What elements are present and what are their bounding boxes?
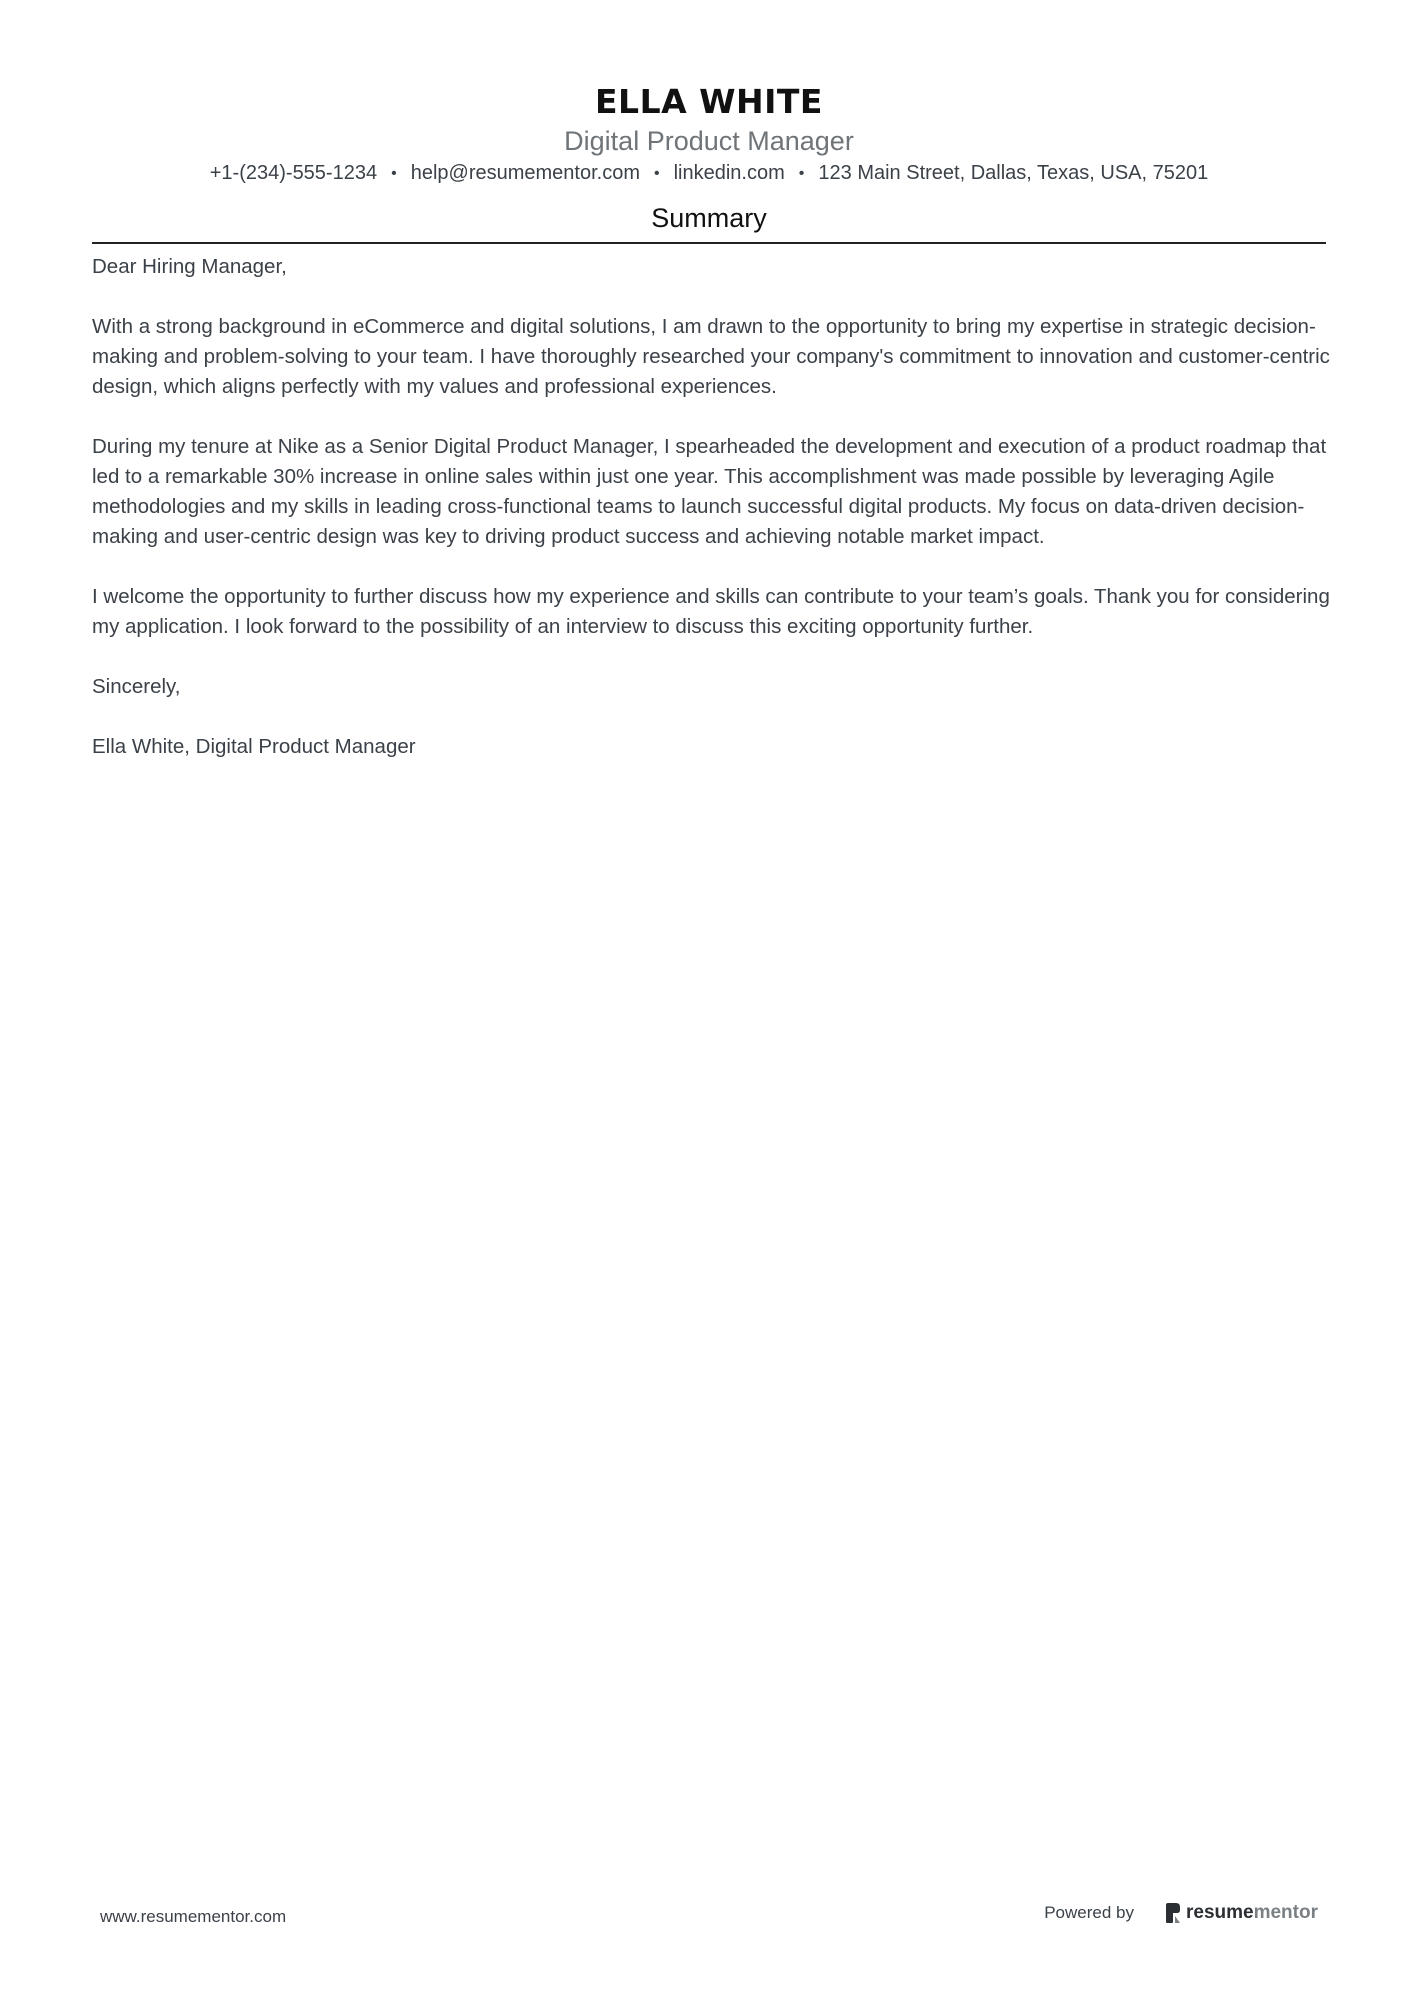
bullet-separator: • — [654, 165, 660, 182]
bullet-separator: • — [798, 165, 805, 182]
powered-by-label: Powered by — [1044, 1903, 1134, 1922]
letter-paragraph: With a strong background in eCommerce and digital solutions, I am drawn to the opportunity to bring my expertise in strategic decision-making and problem-solving to your team. I have thoroughly researched your company's commitment to innovation and customer-centric design, which aligns perfectly with my values and professional experiences. — [92, 315, 1330, 398]
letter-closing: Sincerely, — [92, 675, 181, 698]
letter-body — [92, 252, 1332, 792]
letter-paragraph: During my tenure at Nike as a Senior Digital Product Manager, I spearheaded the development and execution of a product roadmap that led to a remarkable 30% increase in online sales within just one year. This accomplishment was made possible by leveraging Agile methodologies and my skills in leading cross-functional teams to launch successful digital products. My focus on data-driven decision-making and user-centric design was key to driving product success and achieving notable market impact. — [92, 435, 1327, 548]
header — [92, 80, 1326, 189]
contact-linkedin[interactable]: linkedin.com — [673, 162, 785, 184]
brand-name-bold: resume — [1185, 1902, 1254, 1923]
section-divider — [92, 242, 1326, 244]
candidate-title: Digital Product Manager — [564, 126, 854, 156]
letter-signature: Ella White, Digital Product Manager — [92, 735, 416, 758]
footer-website[interactable]: www.resumementor.com — [100, 1907, 287, 1926]
brand-logo[interactable] — [1164, 1902, 1318, 1924]
bullet-separator: • — [391, 165, 397, 182]
resumementor-logo-icon — [1164, 1902, 1182, 1924]
contact-address: 123 Main Street, Dallas, Texas, USA, 75201 — [818, 162, 1209, 184]
footer-branding — [1044, 1902, 1318, 1924]
letter-greeting: Dear Hiring Manager, — [92, 255, 287, 278]
brand-name-light: mentor — [1253, 1902, 1318, 1923]
section-title: Summary — [651, 203, 767, 233]
contact-line — [92, 158, 1326, 189]
contact-email[interactable]: help@resumementor.com — [410, 162, 640, 184]
contact-phone: +1-(234)-555-1234 — [209, 162, 378, 184]
candidate-name: ELLA WHITE — [595, 82, 823, 121]
letter-paragraph: I welcome the opportunity to further discuss how my experience and skills can contribute to your team’s goals. Thank you for considering my application. I look forward to the possibility of an interview to discuss this exciting opportunity further. — [92, 585, 1330, 638]
